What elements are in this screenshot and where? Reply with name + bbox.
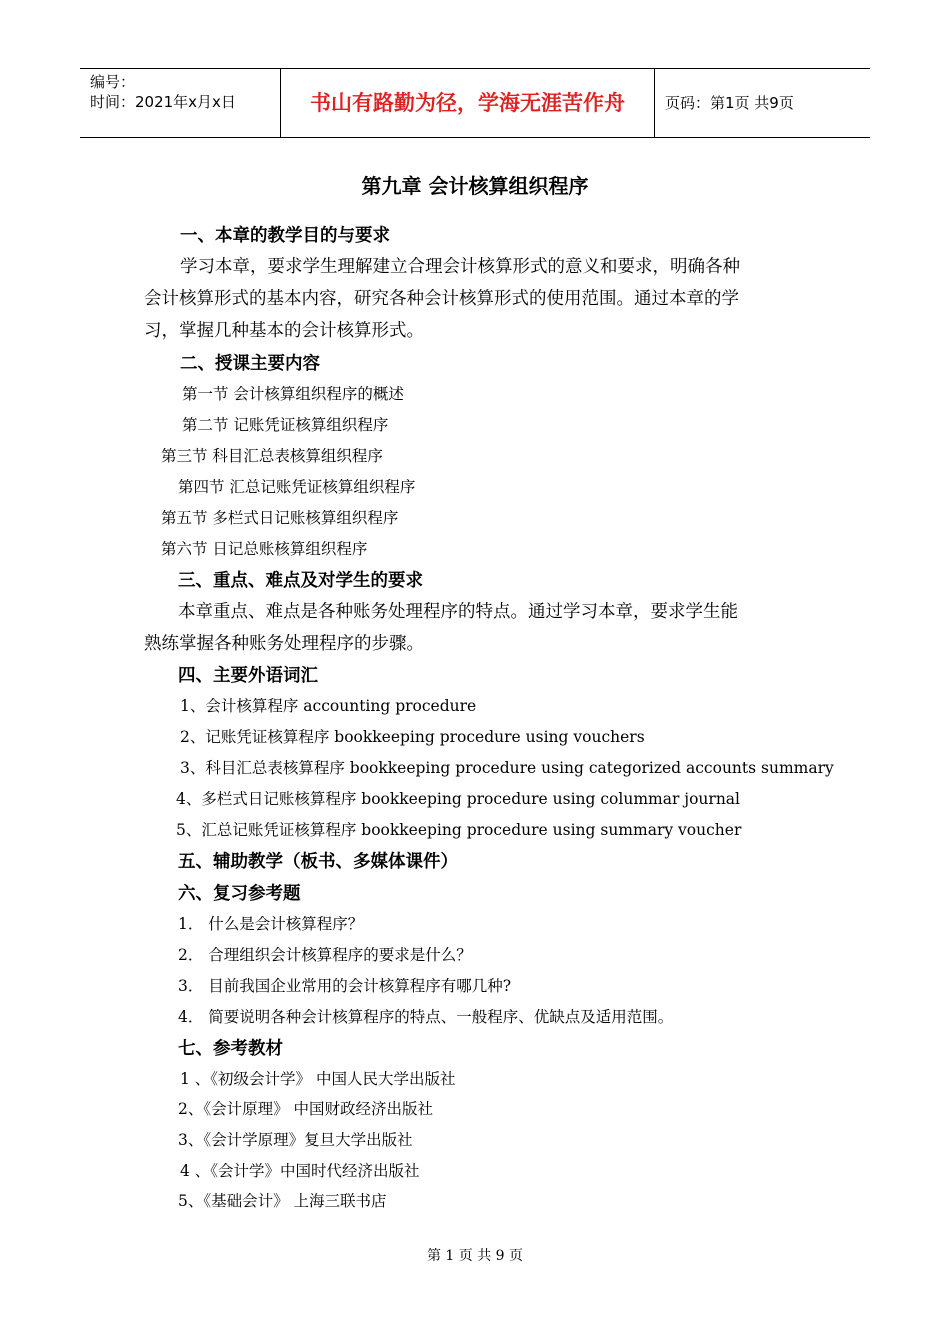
section-7-heading: 七、参考教材 [178,1039,283,1059]
section-1-paragraph-line: 习，掌握几种基本的会计核算形式。 [144,321,424,341]
date-label: 时间：2021年x月x日 [90,93,236,111]
reference-book: 4 、《会计学》中国时代经济出版社 [180,1162,420,1180]
code-label: 编号： [90,73,136,91]
section-2-item: 第一节 会计核算组织程序的概述 [182,385,404,403]
review-question: 3． 目前我国企业常用的会计核算程序有哪几种? [178,977,512,995]
section-1-paragraph-line: 学习本章，要求学生理解建立合理会计核算形式的意义和要求，明确各种 [180,257,740,277]
section-1-paragraph-line: 会计核算形式的基本内容，研究各种会计核算形式的使用范围。通过本章的学 [144,289,739,309]
section-2-item: 第五节 多栏式日记账核算组织程序 [161,509,399,527]
chapter-title: 第九章 会计核算组织程序 [361,174,589,198]
vocabulary-item: 2、记账凭证核算程序 bookkeeping procedure using vouchers [180,728,645,746]
section-6-heading: 六、复习参考题 [178,884,301,904]
section-2-item: 第六节 日记总账核算组织程序 [161,540,368,558]
review-question: 4． 简要说明各种会计核算程序的特点、一般程序、优缺点及适用范围。 [178,1008,674,1026]
section-2-item: 第四节 汇总记账凭证核算组织程序 [178,478,416,496]
review-question: 2． 合理组织会计核算程序的要求是什么？ [178,946,472,964]
reference-book: 1 、《初级会计学》 中国人民大学出版社 [180,1070,456,1088]
vocabulary-item: 5、汇总记账凭证核算程序 bookkeeping procedure using summary voucher [176,821,742,839]
section-1-heading: 一、本章的教学目的与要求 [180,226,390,246]
section-5-heading: 五、辅助教学（板书、多媒体课件） [178,852,458,872]
section-3-paragraph-line: 熟练掌握各种账务处理程序的步骤。 [144,634,424,654]
reference-book: 2、《会计原理》 中国财政经济出版社 [178,1100,434,1118]
vocabulary-item: 4、多栏式日记账核算程序 bookkeeping procedure using colummar journal [176,790,741,808]
vocabulary-item: 1、会计核算程序 accounting procedure [180,697,477,715]
section-3-heading: 三、重点、难点及对学生的要求 [178,571,423,591]
section-4-heading: 四、主要外语词汇 [178,666,318,686]
page-footer: 第 1 页 共 9 页 [426,1248,524,1264]
header-left-cell [80,69,281,137]
reference-book: 5、《基础会计》 上海三联书店 [178,1192,387,1210]
section-2-item: 第三节 科目汇总表核算组织程序 [161,447,383,465]
vocabulary-item: 3、科目汇总表核算程序 bookkeeping procedure using categorized accounts summary [180,759,834,777]
section-3-paragraph-line: 本章重点、难点是各种账务处理程序的特点。通过学习本章，要求学生能 [178,602,738,622]
reference-book: 3、《会计学原理》复旦大学出版社 [178,1131,413,1149]
page-number-label: 页码：第1页 共9页 [665,94,794,112]
page-header [80,68,870,138]
motto: 书山有路勤为径，学海无涯苦作舟 [281,69,655,137]
section-2-item: 第二节 记账凭证核算组织程序 [182,416,389,434]
review-question: 1． 什么是会计核算程序？ [178,915,364,933]
section-2-heading: 二、授课主要内容 [180,354,320,374]
